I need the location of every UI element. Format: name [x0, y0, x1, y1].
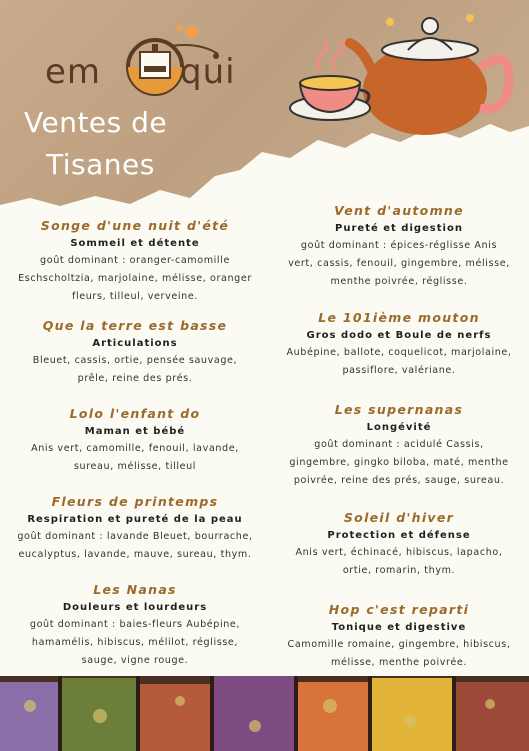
- tea-ingredients: goût dominant : lavande Bleuet, bourrache, eucalyptus, lavande, mauve, sureau, thym.: [17, 531, 253, 560]
- tea-item: [4, 218, 266, 306]
- tea-ingredients: Aubépine, ballote, coquelicot, marjolaine, passiflore, valériane.: [286, 347, 512, 376]
- tea-benefit: Sommeil et détente: [70, 238, 200, 249]
- tea-name: Le 101ième mouton: [318, 310, 480, 325]
- logo-text-em: em: [45, 52, 102, 92]
- tea-name: Vent d'automne: [334, 203, 464, 218]
- tea-item: [270, 203, 528, 291]
- tea-name: Fleurs de printemps: [51, 494, 219, 509]
- header-banner: [0, 0, 529, 215]
- tea-ingredients: goût dominant : baies-fleurs Aubépine, hamamélis, hibiscus, mélilot, réglisse, sauge, vigne rouge.: [29, 619, 241, 666]
- tea-name: Soleil d'hiver: [343, 510, 455, 525]
- tea-item: [270, 310, 528, 380]
- tea-item: [4, 406, 266, 476]
- tea-ingredients: Bleuet, cassis, ortie, pensée sauvage, prêle, reine des prés.: [32, 355, 238, 384]
- tea-name: Hop c'est reparti: [328, 602, 470, 617]
- tea-name: Les Nanas: [93, 582, 177, 597]
- tea-benefit: Pureté et digestion: [335, 223, 463, 234]
- tea-benefit: Longévité: [366, 422, 432, 433]
- tea-item: [4, 582, 266, 670]
- tea-ingredients: Camomille romaine, gingembre, hibiscus, mélisse, menthe poivrée.: [287, 639, 511, 668]
- tea-benefit: Articulations: [92, 338, 178, 349]
- tea-name: Que la terre est basse: [42, 318, 228, 333]
- tea-ingredients: Anis vert, camomille, fenouil, lavande, sureau, mélisse, tilleul: [31, 443, 239, 472]
- tea-benefit: Douleurs et lourdeurs: [62, 602, 208, 613]
- tea-item: [4, 494, 266, 564]
- tea-benefit: Maman et bébé: [84, 426, 186, 437]
- page-title-line1: Ventes de: [24, 106, 168, 139]
- tea-name: Lolo l'enfant do: [69, 406, 201, 421]
- teapot-icon: [350, 18, 509, 135]
- tea-item: [4, 318, 266, 388]
- tea-name: Songe d'une nuit d'été: [40, 218, 230, 233]
- tea-ingredients: goût dominant : acidulé Cassis, gingembre, gingko biloba, maté, menthe poivrée, reine des prés, sauge, sureau.: [289, 439, 509, 486]
- tea-item: [270, 402, 528, 490]
- tea-ingredients: goût dominant : épices-réglisse Anis vert, cassis, fenouil, gingembre, mélisse, menthe poivrée, réglisse.: [288, 240, 510, 287]
- page-title-line2: Tisanes: [46, 148, 155, 181]
- emqui-logo: [40, 22, 240, 102]
- logo-text-qui: qui: [180, 52, 236, 92]
- tea-benefit: Gros dodo et Boule de nerfs: [306, 330, 492, 341]
- teapot-and-cup-illustration: [280, 8, 520, 138]
- tea-item: [270, 602, 528, 672]
- tea-benefit: Tonique et digestive: [331, 622, 467, 633]
- tea-item: [270, 510, 528, 580]
- tea-name: Les supernanas: [334, 402, 464, 417]
- tea-benefit: Protection et défense: [327, 530, 471, 541]
- dried-herbs-photo: [0, 676, 529, 751]
- tea-ingredients: goût dominant : oranger-camomille Eschscholtzia, marjolaine, mélisse, oranger fleurs, tilleul, verveine.: [18, 255, 252, 302]
- tea-benefit: Respiration et pureté de la peau: [27, 514, 243, 525]
- tea-ingredients: Anis vert, échinacé, hibiscus, lapacho, ortie, romarin, thym.: [295, 547, 503, 576]
